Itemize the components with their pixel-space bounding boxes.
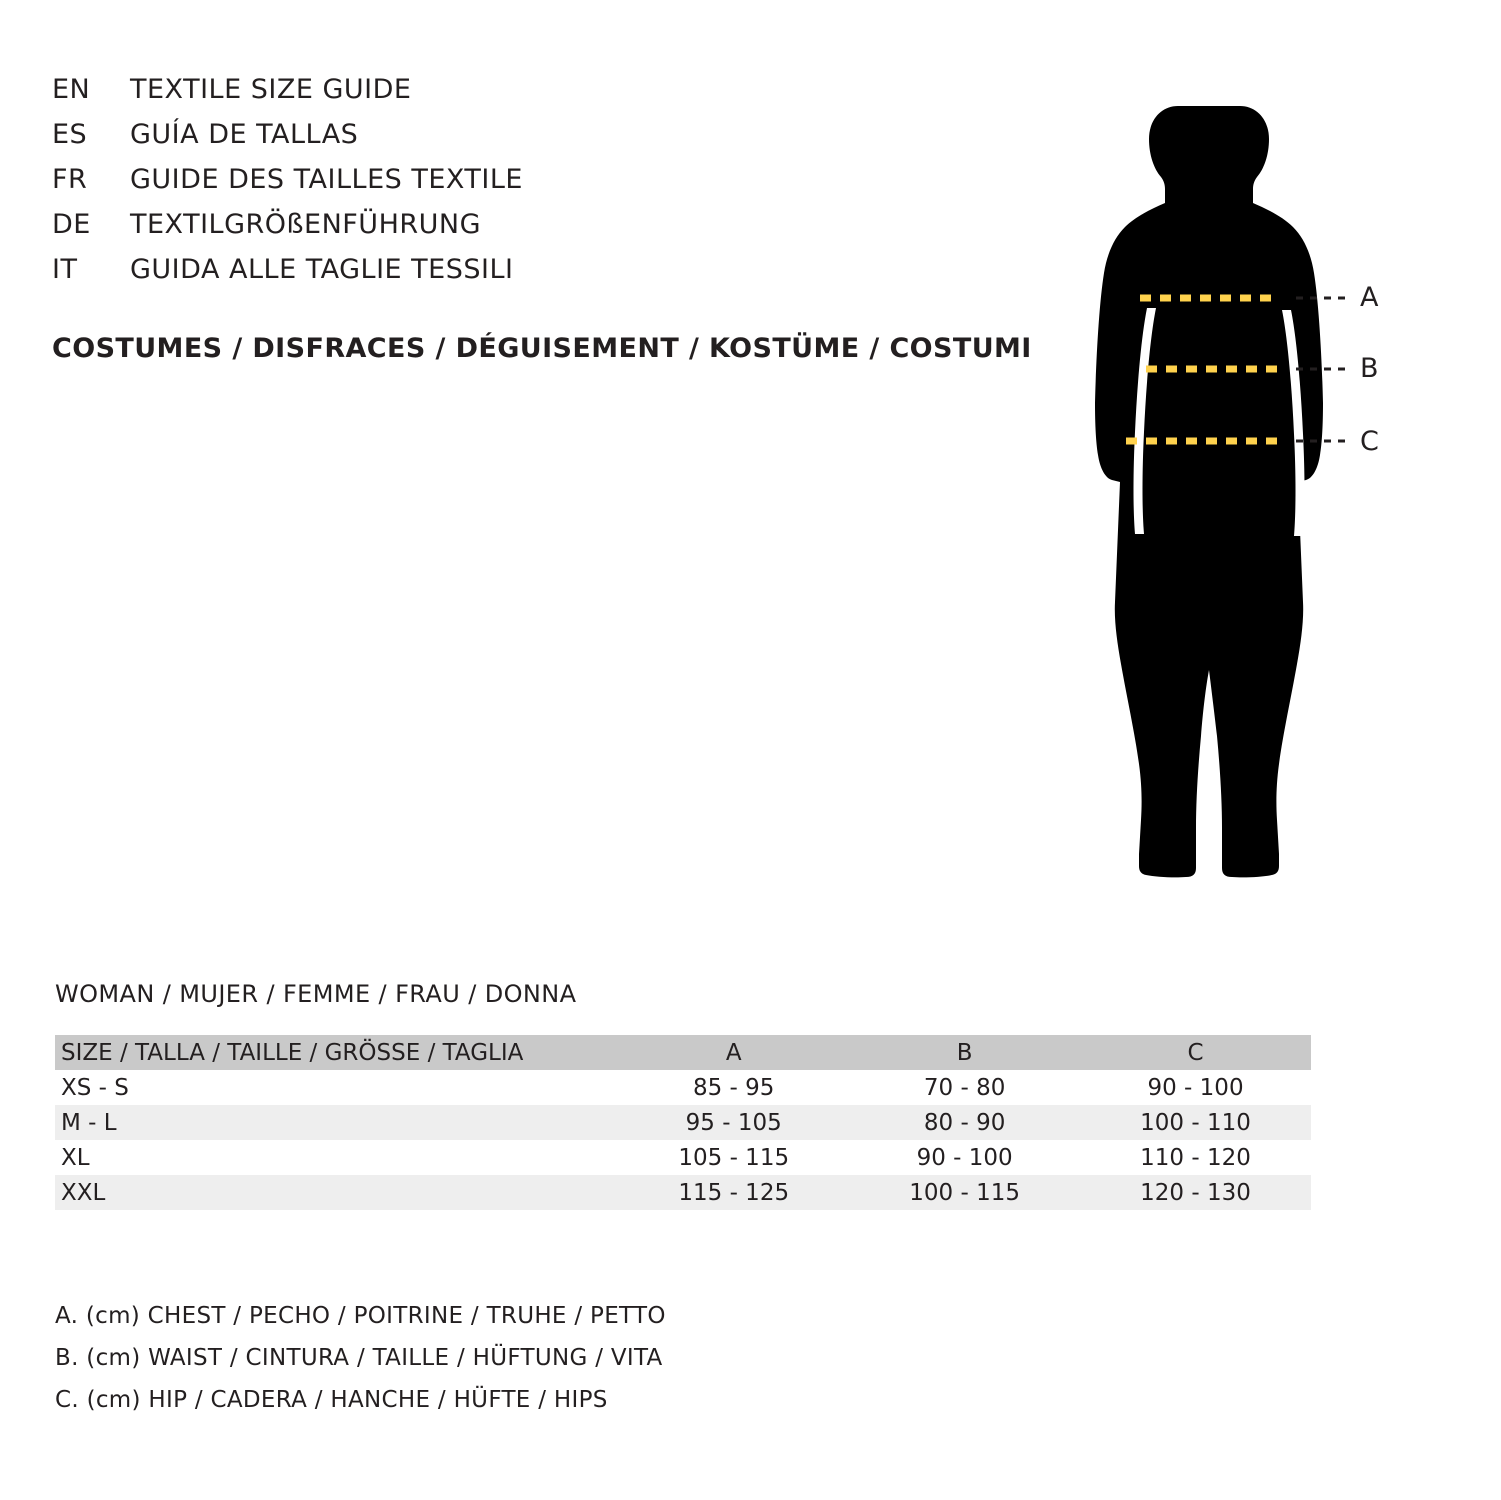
cell-c: 110 - 120 bbox=[1140, 1144, 1251, 1171]
footnote-hip: C. (cm) HIP / CADERA / HANCHE / HÜFTE / HIPS bbox=[55, 1387, 608, 1413]
language-row-it bbox=[52, 254, 992, 299]
language-code-es: ES bbox=[52, 119, 88, 150]
cell-a: 105 - 115 bbox=[678, 1144, 790, 1171]
language-text-es: GUÍA DE TALLAS bbox=[130, 119, 359, 150]
language-row-es bbox=[52, 119, 992, 164]
footnote-waist: B. (cm) WAIST / CINTURA / TAILLE / HÜFTUNG / VITA bbox=[55, 1345, 663, 1371]
cell-size: XS - S bbox=[61, 1074, 129, 1101]
cell-size: XXL bbox=[61, 1179, 106, 1206]
cell-a: 95 - 105 bbox=[685, 1109, 782, 1136]
measure-label-c: C bbox=[1360, 426, 1379, 457]
language-code-de: DE bbox=[52, 209, 91, 240]
language-text-en: TEXTILE SIZE GUIDE bbox=[130, 74, 412, 105]
language-text-fr: GUIDE DES TAILLES TEXTILE bbox=[130, 164, 523, 195]
measure-label-a: A bbox=[1360, 282, 1379, 313]
header-b: B bbox=[956, 1039, 973, 1066]
language-row-de bbox=[52, 209, 992, 254]
table-row bbox=[55, 1105, 1311, 1140]
category-line: COSTUMES / DISFRACES / DÉGUISEMENT / KOSTÜME / COSTUMI bbox=[52, 333, 1032, 364]
table-row bbox=[55, 1175, 1311, 1210]
cell-a: 115 - 125 bbox=[678, 1179, 790, 1206]
cell-a: 85 - 95 bbox=[692, 1074, 775, 1101]
cell-size: M - L bbox=[61, 1109, 117, 1136]
cell-b: 80 - 90 bbox=[923, 1109, 1006, 1136]
cell-b: 70 - 80 bbox=[923, 1074, 1006, 1101]
header-c: C bbox=[1187, 1039, 1204, 1066]
woman-silhouette-icon bbox=[1030, 60, 1450, 940]
cell-c: 90 - 100 bbox=[1147, 1074, 1244, 1101]
language-code-fr: FR bbox=[52, 164, 88, 195]
cell-c: 100 - 110 bbox=[1140, 1109, 1251, 1136]
table-row bbox=[55, 1070, 1311, 1105]
language-text-it: GUIDA ALLE TAGLIE TESSILI bbox=[130, 254, 514, 285]
cell-b: 100 - 115 bbox=[909, 1179, 1020, 1206]
cell-c: 120 - 130 bbox=[1140, 1179, 1251, 1206]
language-code-it: IT bbox=[52, 254, 78, 285]
header-a: A bbox=[725, 1039, 742, 1066]
language-row-en bbox=[52, 74, 992, 119]
table-header-row bbox=[55, 1035, 1311, 1070]
language-code-en: EN bbox=[52, 74, 91, 105]
language-text-de: TEXTILGRÖßENFÜHRUNG bbox=[130, 209, 482, 240]
measure-label-b: B bbox=[1360, 353, 1379, 384]
cell-b: 90 - 100 bbox=[916, 1144, 1013, 1171]
table-section-title: WOMAN / MUJER / FEMME / FRAU / DONNA bbox=[55, 980, 577, 1008]
language-list bbox=[52, 74, 992, 299]
size-table bbox=[55, 1035, 1311, 1210]
figure-illustration bbox=[1030, 60, 1450, 940]
footnote-chest: A. (cm) CHEST / PECHO / POITRINE / TRUHE / PETTO bbox=[55, 1303, 666, 1329]
footnotes bbox=[55, 1295, 666, 1421]
language-row-fr bbox=[52, 164, 992, 209]
cell-size: XL bbox=[61, 1144, 90, 1171]
table-row bbox=[55, 1140, 1311, 1175]
header-size: SIZE / TALLA / TAILLE / GRÖSSE / TAGLIA bbox=[61, 1039, 524, 1066]
